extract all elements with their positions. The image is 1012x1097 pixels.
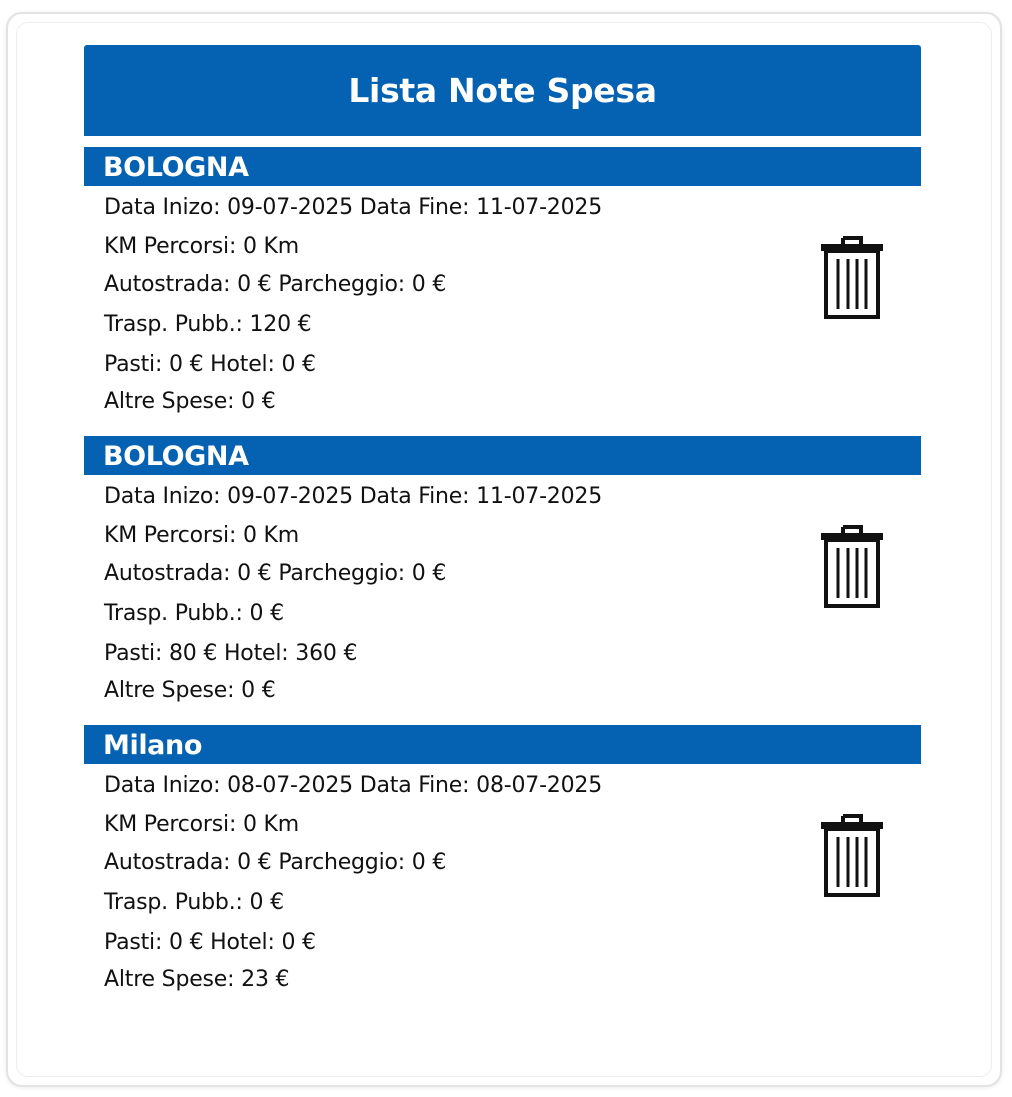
entry-meals-hotel [104,352,316,377]
highway-label: Autostrada: [104,561,231,586]
highway-value: 0 € [237,561,272,586]
meals-label: Pasti: [104,641,163,666]
hotel-value: 0 € [281,352,316,377]
entry-dates [104,195,602,220]
expense-entry [84,725,921,1015]
parking-label: Parcheggio: [278,850,405,875]
expense-entry [84,436,921,726]
parking-value: 0 € [411,272,447,297]
trash-icon [821,527,883,606]
start-date-value: 09-07-2025 [227,484,353,509]
km-value: 0 Km [242,234,300,259]
km-label: KM Percorsi: [104,812,237,837]
start-date-value: 09-07-2025 [227,195,353,220]
entry-dates [104,484,602,509]
delete-button[interactable] [819,813,885,897]
public-transport-value: 120 € [249,312,312,337]
public-transport-label: Trasp. Pubb.: [104,601,243,626]
public-transport-label: Trasp. Pubb.: [104,890,243,915]
entry-km [104,234,299,259]
start-date-value: 08-07-2025 [227,773,353,798]
end-date-label: Data Fine: [359,773,470,798]
meals-label: Pasti: [104,930,163,955]
entry-meals-hotel [104,930,316,955]
entry-city-header: BOLOGNA [84,436,921,475]
entry-other [104,967,289,992]
other-value: 0 € [241,389,276,414]
end-date-value: 08-07-2025 [476,773,602,798]
other-label: Altre Spese: [104,678,235,703]
trash-icon [821,816,883,895]
hotel-value: 360 € [295,641,358,666]
start-date-label: Data Inizo: [104,195,221,220]
other-value: 0 € [241,678,276,703]
entry-highway-parking [104,272,446,297]
trash-icon [821,238,883,317]
hotel-value: 0 € [281,930,316,955]
hotel-label: Hotel: [223,641,289,666]
entry-public-transport [104,601,284,626]
page-title: Lista Note Spesa [84,45,921,136]
entry-other [104,678,276,703]
highway-label: Autostrada: [104,272,231,297]
delete-button[interactable] [819,524,885,608]
end-date-value: 11-07-2025 [476,195,602,220]
public-transport-value: 0 € [249,601,284,626]
parking-label: Parcheggio: [278,272,405,297]
start-date-label: Data Inizo: [104,484,221,509]
meals-value: 0 € [168,352,204,377]
highway-value: 0 € [237,850,272,875]
entry-public-transport [104,890,284,915]
public-transport-label: Trasp. Pubb.: [104,312,243,337]
entry-km [104,812,299,837]
other-label: Altre Spese: [104,967,235,992]
parking-label: Parcheggio: [278,561,405,586]
end-date-label: Data Fine: [359,195,470,220]
expense-entry [84,147,921,437]
parking-value: 0 € [411,561,447,586]
entry-highway-parking [104,561,446,586]
start-date-label: Data Inizo: [104,773,221,798]
km-value: 0 Km [242,812,300,837]
parking-value: 0 € [411,850,447,875]
km-value: 0 Km [242,523,300,548]
hotel-label: Hotel: [210,930,275,955]
entry-city-header: BOLOGNA [84,147,921,186]
meals-value: 80 € [168,641,218,666]
delete-button[interactable] [819,235,885,319]
public-transport-value: 0 € [249,890,284,915]
other-value: 23 € [241,967,290,992]
entry-public-transport [104,312,311,337]
entry-km [104,523,299,548]
other-label: Altre Spese: [104,389,235,414]
meals-value: 0 € [168,930,204,955]
entry-meals-hotel [104,641,357,666]
entry-other [104,389,276,414]
end-date-label: Data Fine: [359,484,470,509]
entry-dates [104,773,602,798]
meals-label: Pasti: [104,352,163,377]
highway-label: Autostrada: [104,850,231,875]
km-label: KM Percorsi: [104,234,237,259]
highway-value: 0 € [237,272,272,297]
entry-city-header: Milano [84,725,921,764]
end-date-value: 11-07-2025 [476,484,602,509]
entry-highway-parking [104,850,446,875]
hotel-label: Hotel: [210,352,275,377]
km-label: KM Percorsi: [104,523,237,548]
